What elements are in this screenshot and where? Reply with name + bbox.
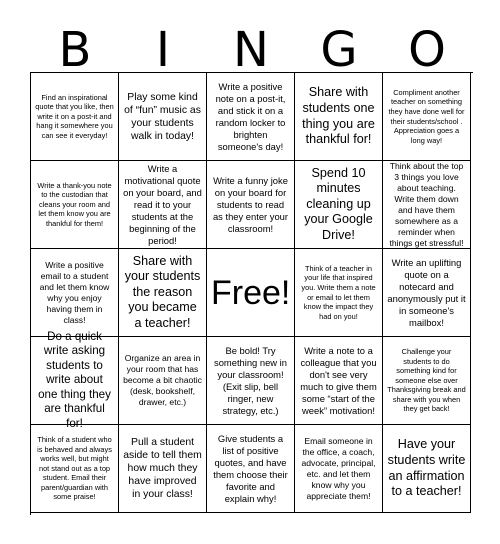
bingo-grid [30,72,473,515]
cell-text: Think of a student who is behaved and always works well, but might not stand out as a top student. Email their parent/guardian with some praise! [37,434,112,502]
title-letter-i: I [155,22,171,78]
bingo-cell[interactable] [295,425,383,513]
cell-text: Write a motivational quote on your board, and read it to your students at the beginning of the period! [123,162,202,246]
bingo-cell[interactable] [207,337,295,425]
bingo-cell[interactable] [295,337,383,425]
cell-text: Think about the top 3 things you love about teaching. Write them down and have them somewhere as a reminder when things get stressful! [389,160,464,248]
cell-text: Write a thank-you note to the custodian that cleans your room and let them know you are thankful for them! [37,180,112,228]
cell-text: Pull a student aside to tell them how much they have improved in your class! [123,437,202,500]
cell-text: Spend 10 minutes cleaning up your Google Drive! [304,165,373,242]
cell-text: Have your students write an affirmation to a teacher! [387,437,466,499]
cell-text: Think of a teacher in your life that inspired you. Write them a note or email to let them know the impact they had on you! [301,263,376,321]
cell-text: Write a funny joke on your board for students to read as they enter your classroom! [212,174,289,234]
bingo-cell[interactable] [119,73,207,161]
cell-text: Share with students one thing you are thankful for! [302,85,375,147]
bingo-cell[interactable] [383,425,471,513]
title-letter-b: B [58,22,92,78]
cell-text: Email someone in the office, a coach, advocate, principal, etc. and let them know why you appreciate them! [301,435,376,501]
bingo-cell[interactable] [383,249,471,337]
bingo-cell[interactable] [207,73,295,161]
bingo-title [0,22,500,78]
bingo-cell[interactable] [119,161,207,249]
free-text: Free! [211,273,291,312]
cell-text: Write a note to a colleague that you don't see very much to give them some “start of the week” motivation! [300,344,377,416]
cell-text: Challenge your students to do something kind for someone else over Thanksgiving break and share with you when they get back! [387,346,466,414]
cell-text: Find an inspirational quote that you like, then write it on a post-it and hang it somewhere you can see it everyday! [35,92,114,140]
bingo-cell[interactable] [295,249,383,337]
bingo-cell[interactable] [207,425,295,513]
bingo-cell[interactable] [119,337,207,425]
bingo-cell[interactable] [119,249,207,337]
bingo-cell[interactable] [31,249,119,337]
title-letter-g: G [320,22,358,78]
cell-text: Organize an area in your room that has become a bit chaotic (desk, bookshelf, drawer, etc.) [123,353,202,407]
bingo-cell[interactable] [31,161,119,249]
bingo-cell[interactable] [207,161,295,249]
cell-text: Write a positive note on a post-it, and stick it on a random locker to brighten someone's day! [215,80,286,152]
cell-text: Write an uplifting quote on a notecard and anonymously put it in someone's mailbox! [387,256,466,328]
bingo-cell[interactable] [383,337,471,425]
cell-text: Share with your students the reason you became a teacher! [124,253,201,330]
bingo-cell[interactable] [295,73,383,161]
cell-text: Play some kind of “fun” music as your students walk in today! [124,91,201,142]
bingo-cell[interactable] [295,161,383,249]
cell-text: Compliment another teacher on something they have done well for their students/school . Appreciation goes a long way! [388,87,465,145]
bingo-cell[interactable] [31,330,119,430]
title-letter-o: O [408,22,446,78]
bingo-cell[interactable] [31,425,119,513]
bingo-cell[interactable] [383,161,471,249]
cell-text: Be bold! Try something new in your classroom! (Exit slip, bell ringer, new strategy, etc.) [214,344,287,416]
cell-text: Write a positive email to a student and let them know why you enjoy having them in class! [39,259,110,325]
title-letter-n: N [233,22,269,78]
bingo-cell[interactable] [383,73,471,161]
cell-text: Do a quick write asking students to write about one thing they are thankful for! [38,330,111,430]
bingo-cell[interactable] [119,425,207,513]
cell-text: Give students a list of positive quotes, and have them choose their favorite and explain why! [213,432,288,504]
free-cell[interactable] [207,249,295,337]
bingo-cell[interactable] [31,73,119,161]
